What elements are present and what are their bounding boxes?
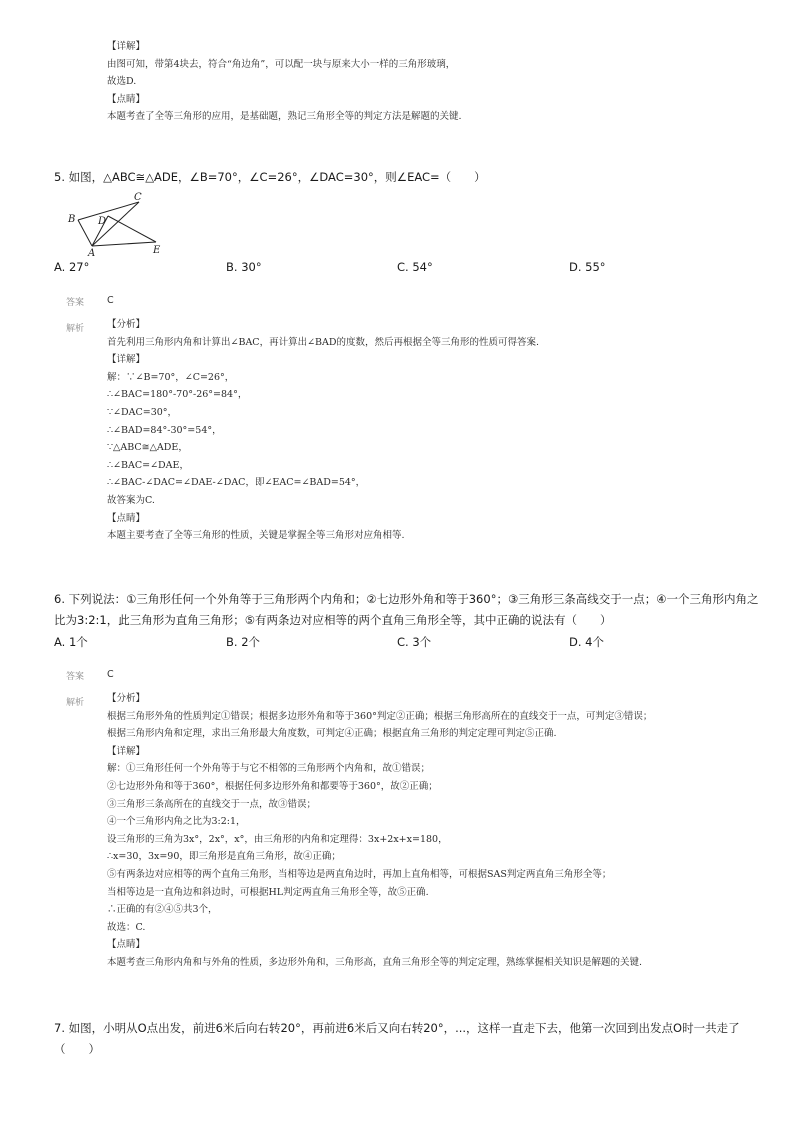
- prev-explanation: [107, 38, 462, 126]
- analysis-line: 故答案为C.: [107, 494, 155, 506]
- analysis-line: 【点睛】: [107, 512, 146, 524]
- prev-explanation-line: 本题考查了全等三角形的应用，是基础题，熟记三角形全等的判定方法是解题的关键.: [107, 111, 462, 123]
- analysis-line: ∴∠BAD=84°-30°=54°，: [107, 424, 222, 436]
- analysis-line: 根据三角形外角的性质判定①错误；根据多边形外角和等于360°判定②正确；根据三角形高所在的直线交于一点，可判定③错误；: [107, 710, 653, 722]
- figure-label-b: B: [68, 214, 76, 225]
- analysis-line: ∵△ABC≅△ADE，: [107, 442, 188, 454]
- q6-option-c[interactable]: C. 3个: [397, 635, 432, 649]
- q6-option-b[interactable]: B. 2个: [226, 635, 261, 649]
- question-6-stem-line2: 比为3:2:1，此三角形为直角三角形；⑤有两条边对应相等的两个直角三角形全等，其中正确的说法有（ ）: [54, 613, 612, 627]
- analysis-line: 【详解】: [107, 745, 146, 757]
- prev-explanation-line: 【点睛】: [107, 93, 146, 105]
- analysis-line: 故选：C.: [107, 921, 146, 933]
- question-7-stem-line1: 7. 如图，小明从O点出发，前进6米后向右转20°，再前进6米后又向右转20°，...，这样一直走下去，他第一次回到出发点O时一共走了: [54, 1021, 740, 1035]
- question-7-stem-line2: （ ）: [54, 1042, 100, 1056]
- figure-label-c: C: [134, 192, 142, 203]
- analysis-line: 当相等边是一直角边和斜边时，可根据HL判定两直角三角形全等，故⑤正确.: [107, 886, 429, 898]
- q6-answer-label: 答案: [66, 672, 85, 682]
- prev-explanation-line: 故选D.: [107, 76, 137, 88]
- analysis-line: ∴∠BAC=180°-70°-26°=84°，: [107, 389, 248, 401]
- analysis-line: ∴∠BAC-∠DAC=∠DAE-∠DAC，即∠EAC=∠BAD=54°，: [107, 477, 366, 489]
- analysis-line: ∵∠DAC=30°，: [107, 406, 178, 418]
- q6-analysis: [107, 690, 652, 972]
- prev-explanation-line: 【详解】: [107, 41, 146, 52]
- question-5-figure: [64, 190, 174, 258]
- analysis-line: 【详解】: [107, 354, 146, 366]
- prev-explanation-line: 由图可知，带第4块去，符合“角边角”，可以配一块与原来大小一样的三角形玻璃，: [107, 58, 456, 70]
- analysis-line: ∴x=30，3x=90，即三角形是直角三角形，故④正确；: [107, 851, 341, 863]
- q6-option-a[interactable]: A. 1个: [54, 635, 88, 649]
- q6-option-d[interactable]: D. 4个: [569, 635, 604, 649]
- q5-answer: C: [107, 295, 114, 306]
- analysis-line: 本题主要考查了全等三角形的性质，关键是掌握全等三角形对应角相等.: [107, 530, 405, 542]
- analysis-line: 设三角形的三角为3x°，2x°，x°，由三角形的内角和定理得：3x+2x+x=180，: [107, 833, 448, 845]
- analysis-line: ⑤有两条边对应相等的两个直角三角形，当相等边是两直角边时，再加上直角相等，可根据SAS判定两直角三角形全等；: [107, 868, 612, 880]
- q5-option-a[interactable]: A. 27°: [54, 260, 90, 274]
- analysis-line: 【点睛】: [107, 939, 146, 951]
- question-6-stem-line1: 6. 下列说法：①三角形任何一个外角等于三角形两个内角和；②七边形外角和等于360°；③三角形三条高线交于一点；④一个三角形内角之: [54, 592, 759, 606]
- analysis-line: 首先利用三角形内角和计算出∠BAC，再计算出∠BAD的度数，然后再根据全等三角形的性质可得答案.: [107, 336, 540, 348]
- analysis-line: 【分析】: [107, 319, 146, 330]
- figure-label-d: D: [98, 216, 107, 227]
- analysis-line: ②七边形外角和等于360°，根据任何多边形外角和都要等于360°，故②正确；: [107, 780, 438, 792]
- q5-analysis-label: 解析: [66, 324, 85, 334]
- analysis-line: 【分析】: [107, 693, 146, 704]
- figure-label-a: A: [88, 248, 96, 258]
- analysis-line: ∴∠BAC=∠DAE，: [107, 459, 189, 471]
- analysis-line: 解：∵∠B=70°，∠C=26°，: [107, 371, 235, 383]
- analysis-line: ③三角形三条高所在的直线交于一点，故③错误；: [107, 798, 317, 810]
- analysis-line: 本题考查三角形内角和与外角的性质，多边形外角和，三角形高，直角三角形全等的判定定理，熟练掌握相关知识是解题的关键.: [107, 956, 643, 968]
- question-5-stem: 5. 如图，△ABC≅△ADE，∠B=70°，∠C=26°，∠DAC=30°，则∠EAC=（ ）: [54, 170, 486, 184]
- analysis-line: ∴正确的有②④⑤共3个，: [107, 904, 218, 916]
- q5-option-b[interactable]: B. 30°: [226, 260, 262, 274]
- q6-answer: C: [107, 669, 114, 680]
- q5-answer-label: 答案: [66, 298, 85, 308]
- q5-option-c[interactable]: C. 54°: [397, 260, 433, 274]
- q5-option-d[interactable]: D. 55°: [569, 260, 606, 274]
- q5-analysis: [107, 316, 539, 545]
- q6-analysis-label: 解析: [66, 698, 85, 708]
- analysis-line: 解：①三角形任何一个外角等于与它不相邻的三角形两个内角和，故①错误；: [107, 763, 431, 775]
- figure-label-e: E: [153, 245, 161, 256]
- analysis-line: ④一个三角形内角之比为3:2:1，: [107, 816, 246, 828]
- analysis-line: 根据三角形内角和定理，求出三角形最大角度数，可判定④正确；根据直角三角形的判定定理可判定⑤正确.: [107, 728, 557, 740]
